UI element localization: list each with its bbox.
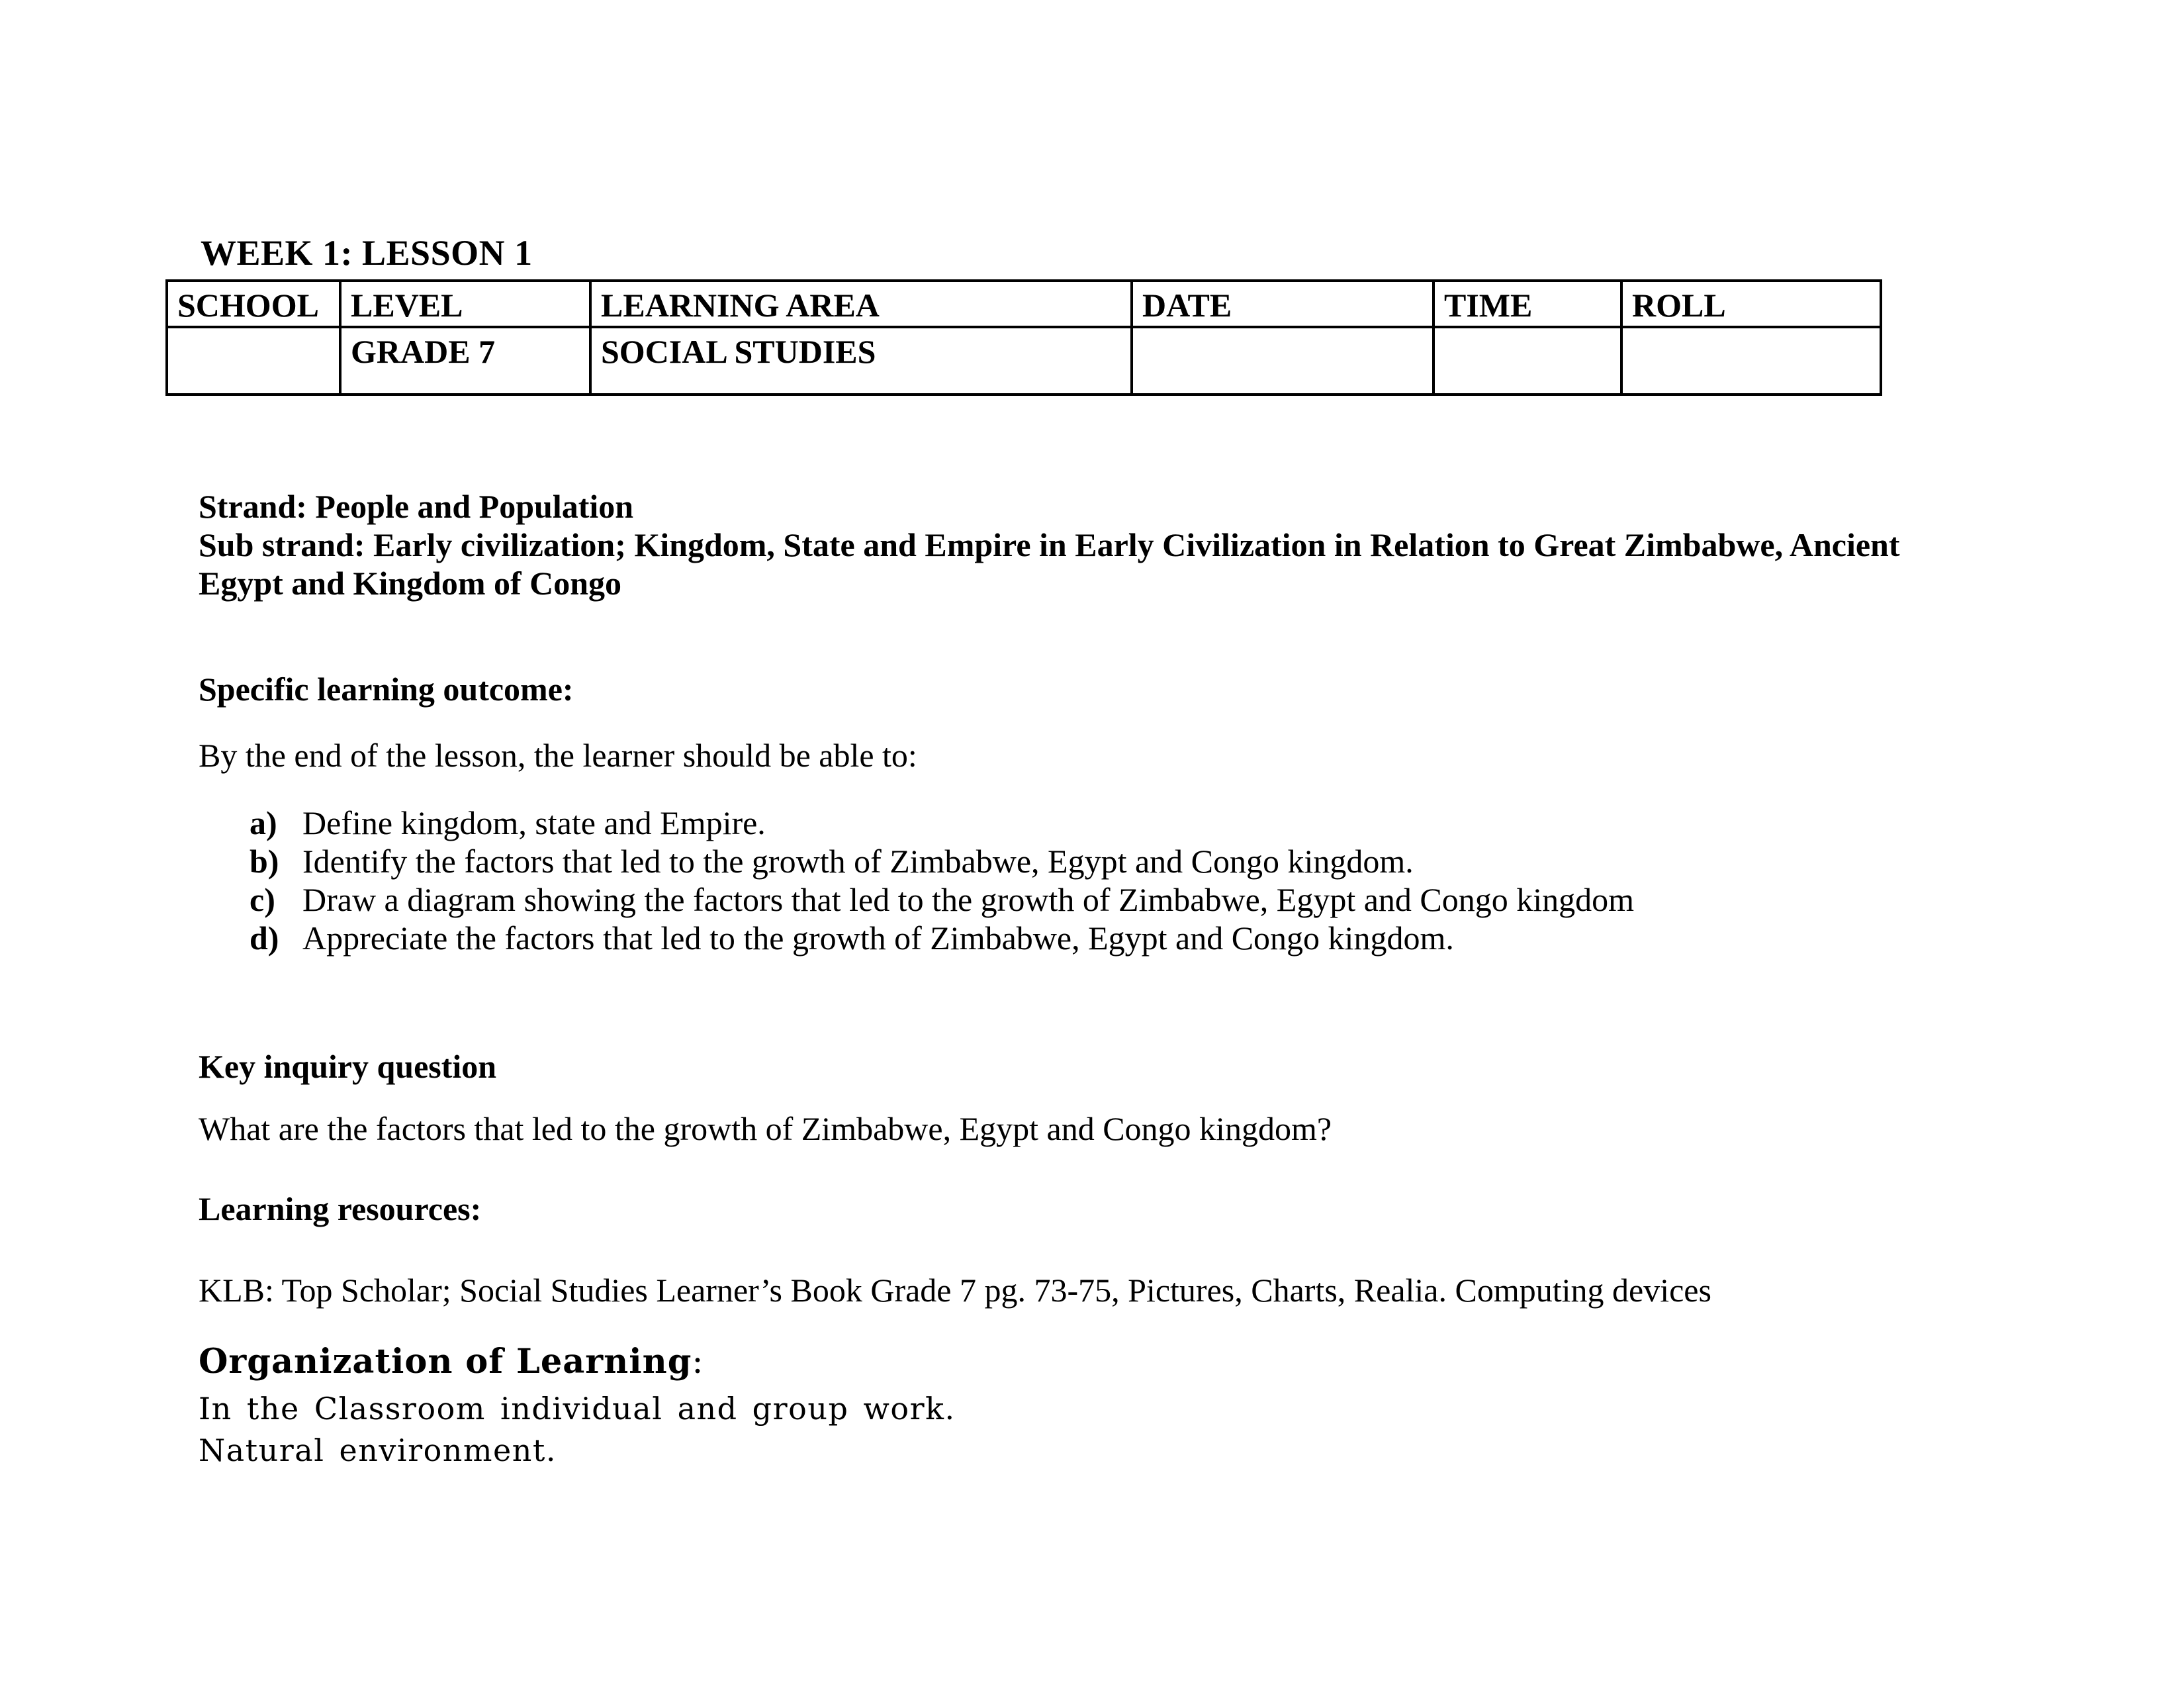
header-time: TIME bbox=[1433, 281, 1621, 327]
organization-line-2: Natural environment. bbox=[199, 1432, 557, 1468]
organization-line-1: In the Classroom individual and group work. bbox=[199, 1391, 956, 1427]
outcome-item bbox=[250, 880, 1634, 919]
outcome-item-text: Draw a diagram showing the factors that led to the growth of Zimbabwe, Egypt and Congo kingdom bbox=[302, 881, 1635, 918]
inquiry-question: What are the factors that led to the growth of Zimbabwe, Egypt and Congo kingdom? bbox=[199, 1110, 1332, 1147]
lesson-info-table bbox=[165, 279, 1882, 396]
outcome-list bbox=[250, 804, 1634, 957]
outcome-item-marker: b) bbox=[250, 843, 279, 880]
cell-time-value bbox=[1433, 327, 1621, 395]
organization-heading-text: Organization of Learning bbox=[199, 1342, 692, 1382]
header-learning-area: LEARNING AREA bbox=[590, 281, 1132, 327]
cell-school-value bbox=[167, 327, 340, 395]
strand-section bbox=[199, 487, 1899, 602]
header-roll: ROLL bbox=[1621, 281, 1881, 327]
substrand-line-2: Egypt and Kingdom of Congo bbox=[199, 565, 622, 602]
inquiry-heading: Key inquiry question bbox=[199, 1048, 497, 1085]
outcome-item bbox=[250, 842, 1634, 880]
organization-heading bbox=[199, 1341, 956, 1383]
organization-body bbox=[199, 1388, 956, 1472]
outcome-item-marker: d) bbox=[250, 919, 279, 957]
organization-section bbox=[199, 1341, 956, 1472]
header-date: DATE bbox=[1132, 281, 1433, 327]
resources-text: KLB: Top Scholar; Social Studies Learner’s Book Grade 7 pg. 73-75, Pictures, Charts, Realia. Computing devices bbox=[199, 1272, 1711, 1309]
substrand-line-1: Sub strand: Early civilization; Kingdom, State and Empire in Early Civilization in Relation to Great Zimbabwe, Ancient bbox=[199, 526, 1900, 563]
cell-roll-value bbox=[1621, 327, 1881, 395]
cell-level-value: GRADE 7 bbox=[340, 327, 590, 395]
strand-line: Strand: People and Population bbox=[199, 488, 634, 525]
outcome-item-marker: c) bbox=[250, 881, 275, 918]
cell-date-value bbox=[1132, 327, 1433, 395]
organization-heading-colon: : bbox=[692, 1342, 704, 1382]
outcome-item-text: Appreciate the factors that led to the growth of Zimbabwe, Egypt and Congo kingdom. bbox=[302, 919, 1454, 957]
outcome-intro: By the end of the lesson, the learner should be able to: bbox=[199, 737, 917, 774]
table-header-row bbox=[167, 281, 1881, 327]
outcome-item bbox=[250, 804, 1634, 842]
outcome-item-text: Identify the factors that led to the growth of Zimbabwe, Egypt and Congo kingdom. bbox=[302, 843, 1414, 880]
resources-heading: Learning resources: bbox=[199, 1190, 482, 1227]
header-level: LEVEL bbox=[340, 281, 590, 327]
cell-learning-area-value: SOCIAL STUDIES bbox=[590, 327, 1132, 395]
outcome-heading: Specific learning outcome: bbox=[199, 671, 574, 708]
outcome-item-marker: a) bbox=[250, 804, 277, 841]
header-school: SCHOOL bbox=[167, 281, 340, 327]
outcome-item-text: Define kingdom, state and Empire. bbox=[302, 804, 766, 841]
table-value-row bbox=[167, 327, 1881, 395]
outcome-item bbox=[250, 919, 1634, 957]
page-title: WEEK 1: LESSON 1 bbox=[201, 233, 533, 273]
